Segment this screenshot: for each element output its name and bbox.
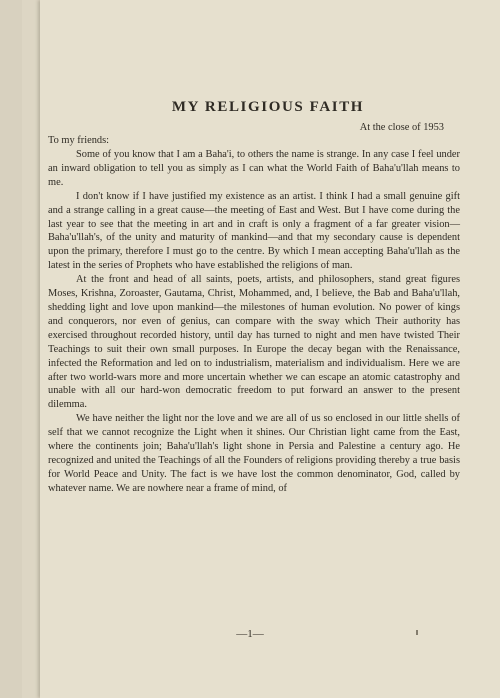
paper-blemish — [416, 630, 418, 635]
paragraph: Some of you know that I am a Baha'i, to others the name is strange. In any case I feel under an inward obligation to tell you as simply as I can what the World Faith of Baha'u'llah means to me. — [48, 149, 460, 188]
paragraph: We have neither the light nor the love and we are all of us so enclosed in our little shells of self that we cannot recognize the Light when it shines. Our Christian light came from the East, where the continents join; Baha'u'llah's light shone in Persia and Palestine a century ago. He recognized and united the Teachings of all the Founders of religions providing thereby a true basis for World Peace and Unity. The fact is we have lost the common denominator, God, called by whatever name. We are nowhere near a frame of mind, of — [48, 413, 460, 494]
page-content — [48, 98, 460, 496]
dateline: At the close of 1953 — [359, 122, 444, 133]
paragraph: I don't know if I have justified my existence as an artist. I think I had a small genuine gift and a strange calling in a great cause—the meeting of East and West. But I have come during the last year to see that the meeting in art and in craft is only a fragment of a far greater vision—Baha'u'llah's, of the unity and maturity of mankind—and that my secondary cause is dependent upon the primary, therefore I must go to the centre. By which I mean accepting Baha'u'llah as the latest in the series of Prophets who have established the religions of man. — [48, 190, 460, 272]
paragraph: At the front and head of all saints, poets, artists, and philosophers, stand great figures Moses, Krishna, Zoroaster, Gautama, Christ, Mohammed, and, I believe, the Bab and Baha'u'llah, shedding light and love upon mankind—the milestones of human evolution. No power of kings and conquerors, nor even of genius, can compare with the sway which Their authority has exercised throughout recorded history, until day has turned to night and men have twisted Their Teachings to suit their own small purposes. In Europe the decay began with the Renaissance, infected the Reformation and led on to industrialism, materialism and individualism. Here we are after two world-wars more and more uncertain whether we can escape an atomic catastrophy and unable with all our hard-won democratic freedom to put forward an answer to the present dilemma. — [48, 274, 460, 411]
greeting: To my friends: — [48, 135, 110, 146]
document-title: MY RELIGIOUS FAITH — [171, 99, 365, 115]
page-number: —1— — [236, 628, 264, 640]
